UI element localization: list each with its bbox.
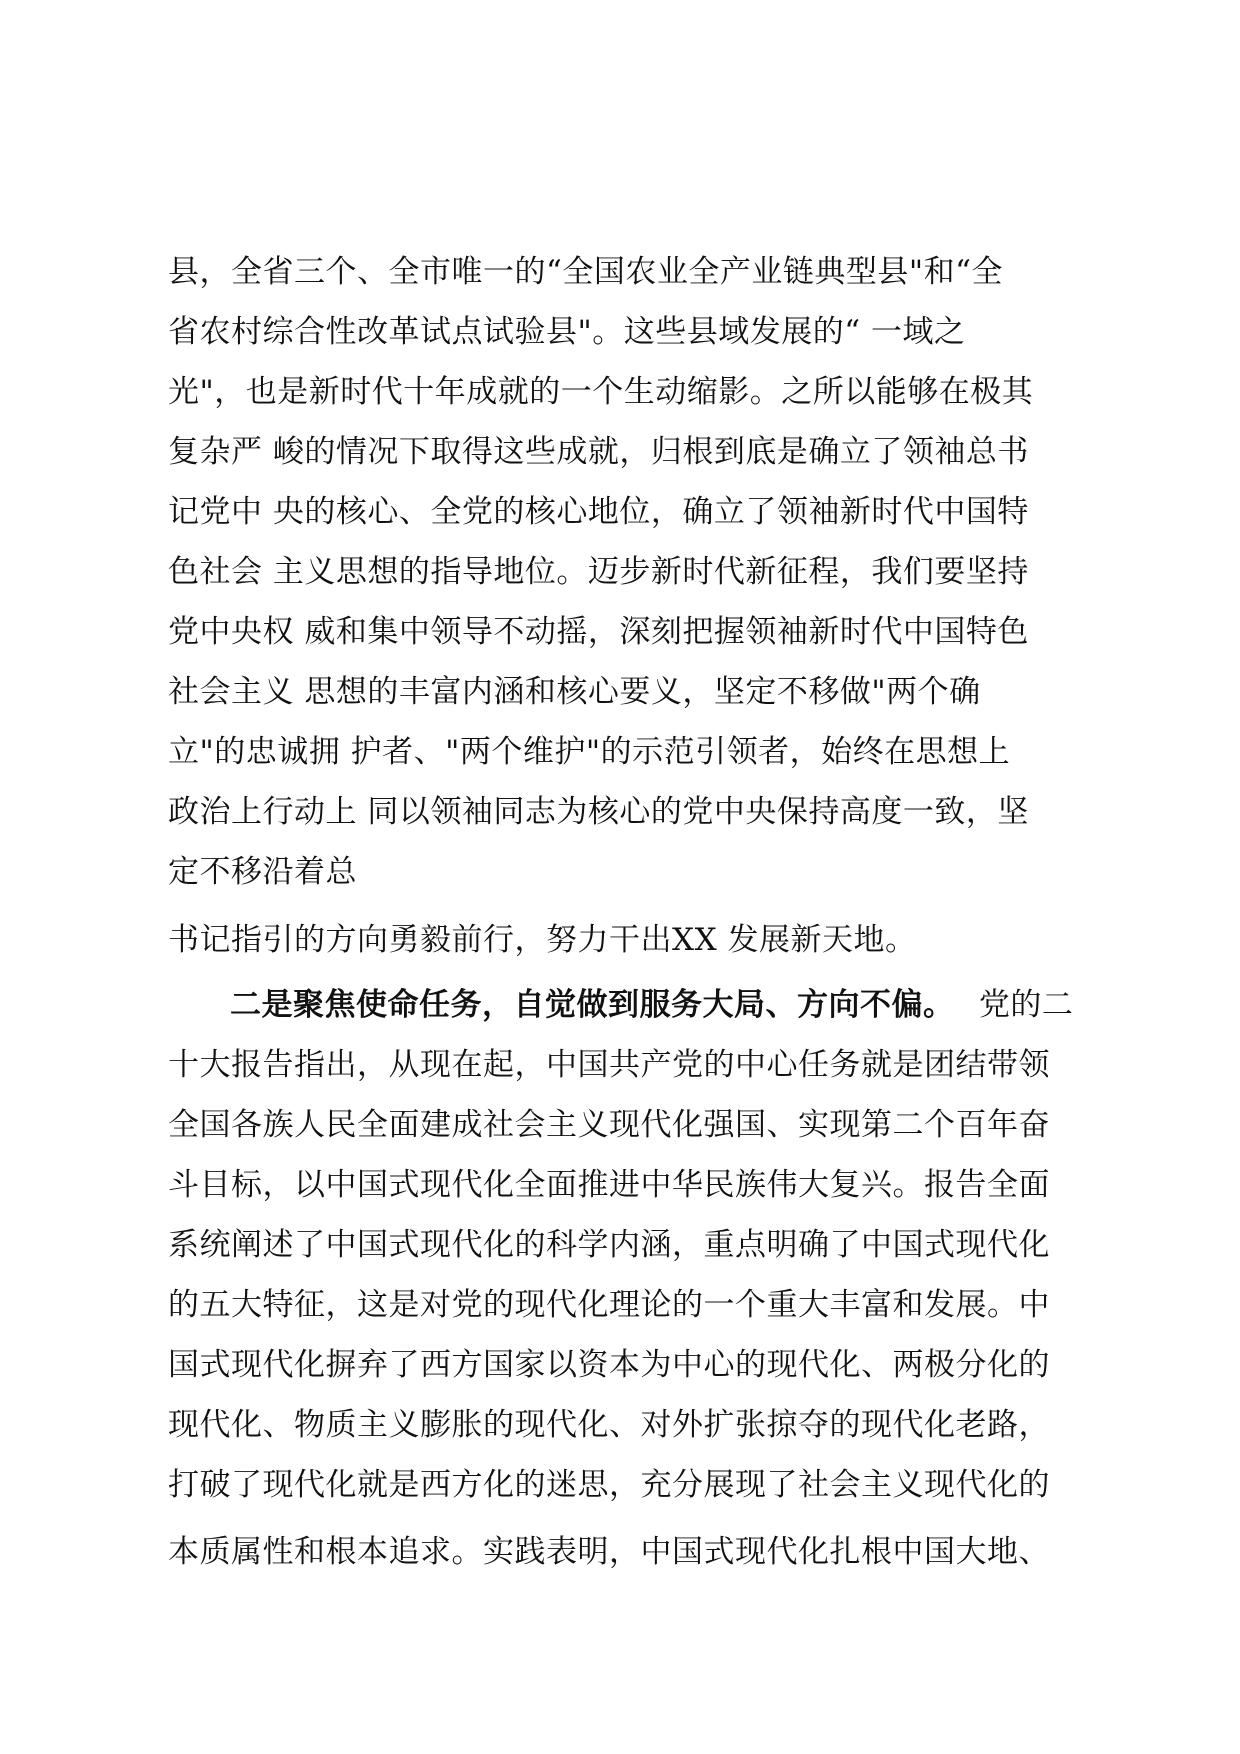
text-line: 打破了现代化就是西方化的迷思，充分展现了社会主义现代化的 (168, 1467, 1050, 1503)
text-line: 书记指引的方向勇毅前行，努力干出XX 发展新天地。 (168, 922, 917, 958)
section-heading: 二是聚焦使命任务，自觉做到服务大局、方向不偏。 (230, 987, 955, 1023)
text-line: 党中央权 威和集中领导不动摇，深刻把握领袖新时代中国特色 (168, 614, 1029, 650)
text-line: 社会主义 思想的丰富内涵和核心要义，坚定不移做"两个确 (168, 674, 981, 710)
text-line: 光"，也是新时代十年成就的一个生动缩影。之所以能够在极其 (168, 374, 1034, 410)
text-line: 复杂严 峻的情况下取得这些成就，归根到底是确立了领袖总书 (168, 434, 1029, 470)
text-line: 立"的忠诚拥 护者、"两个维护"的示范引领者，始终在思想上 (168, 734, 1011, 770)
text-line: 色社会 主义思想的指导地位。迈步新时代新征程，我们要坚持 (168, 554, 1029, 590)
text-line: 系统阐述了中国式现代化的科学内涵，重点明确了中国式现代化 (168, 1227, 1050, 1263)
text-line: 全国各族人民全面建成社会主义现代化强国、实现第二个百年奋 (168, 1107, 1050, 1143)
text-line: 的五大特征，这是对党的现代化理论的一个重大丰富和发展。中 (168, 1287, 1050, 1323)
text-line: 斗目标，以中国式现代化全面推进中华民族伟大复兴。报告全面 (168, 1167, 1050, 1203)
text-line: 政治上行动上 同以领袖同志为核心的党中央保持高度一致，坚 (168, 794, 1029, 830)
text-line: 定不移沿着总 (168, 854, 357, 890)
text-line: 十大报告指出，从现在起，中国共产党的中心任务就是团结带领 (168, 1047, 1050, 1083)
text-line: 现代化、物质主义膨胀的现代化、对外扩张掠夺的现代化老路， (168, 1407, 1050, 1443)
section-heading-line (230, 985, 1090, 1025)
text-line: 记党中 央的核心、全党的核心地位，确立了领袖新时代中国特 (168, 494, 1029, 530)
section-heading-tail: 党的二 (978, 987, 1074, 1023)
text-line: 国式现代化摒弃了西方国家以资本为中心的现代化、两极分化的 (168, 1347, 1050, 1383)
text-line: 县，全省三个、全市唯一的“全国农业全产业链典型县"和“全 (168, 254, 1003, 290)
text-line: 本质属性和根本追求。实践表明，中国式现代化扎根中国大地、 (168, 1534, 1050, 1570)
text-line: 省农村综合性改革试点试验县"。这些县域发展的“ 一域之 (168, 314, 966, 350)
